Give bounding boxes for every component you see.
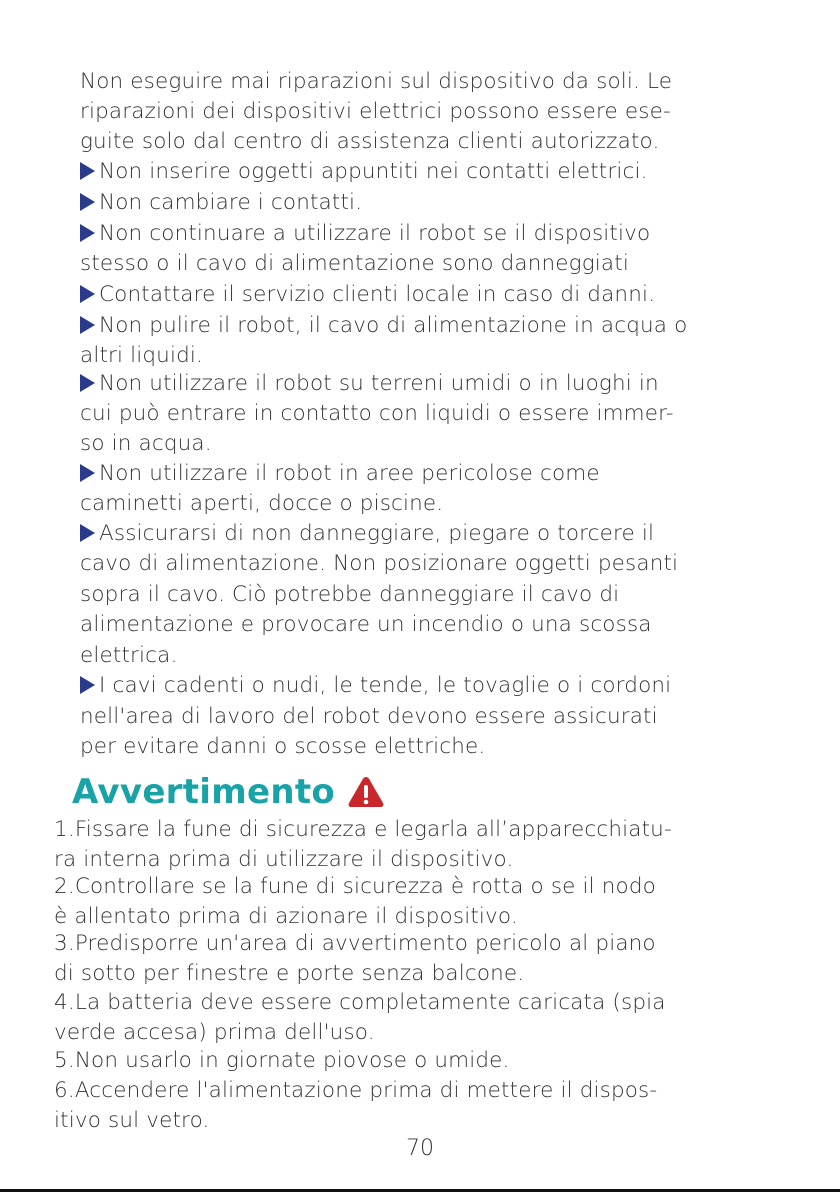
warning-continuation: è allentato prima di azionare il dispositivo. xyxy=(54,904,518,929)
bullet-triangle-icon xyxy=(80,316,95,334)
warning-item: 2.Controllare se la fune di sicurezza è rotta o se il nodo xyxy=(54,874,656,899)
bullet-continuation: cui può entrare in contatto con liquidi o essere immer- xyxy=(80,401,674,426)
bullet-item: Non continuare a utilizzare il robot se il dispositivo xyxy=(80,219,650,249)
bullet-triangle-icon xyxy=(80,224,95,242)
section-heading xyxy=(72,770,385,814)
bullet-continuation: caminetti aperti, docce o piscine. xyxy=(80,491,444,516)
bullet-continuation: sopra il cavo. Ciò potrebbe danneggiare il cavo di xyxy=(80,582,620,607)
intro-line: Non eseguire mai riparazioni sul dispositivo da soli. Le xyxy=(80,69,673,94)
bullet-triangle-icon xyxy=(80,285,95,303)
bullet-continuation: so in acqua. xyxy=(80,431,212,456)
bullet-item: Non utilizzare il robot su terreni umidi o in luoghi in xyxy=(80,369,659,399)
intro-line: riparazioni dei dispositivi elettrici possono essere ese- xyxy=(80,99,671,124)
warning-item: 3.Predisporre un'area di avvertimento pericolo al piano xyxy=(54,931,656,956)
bullet-triangle-icon xyxy=(80,193,95,211)
bullet-triangle-icon xyxy=(80,464,95,482)
bullet-item: Non pulire il robot, il cavo di alimentazione in acqua o xyxy=(80,311,687,341)
bullet-continuation: elettrica. xyxy=(80,643,178,668)
bullet-continuation: cavo di alimentazione. Non posizionare oggetti pesanti xyxy=(80,551,679,576)
page-number: 70 xyxy=(406,1136,434,1161)
bullet-triangle-icon xyxy=(80,524,95,542)
bullet-triangle-icon xyxy=(80,676,95,694)
bullet-triangle-icon xyxy=(80,162,95,180)
warning-continuation: ra interna prima di utilizzare il dispositivo. xyxy=(54,847,514,872)
bullet-continuation: alimentazione e provocare un incendio o una scossa xyxy=(80,612,652,637)
bullet-item: I cavi cadenti o nudi, le tende, le tovaglie o i cordoni xyxy=(80,671,671,701)
warning-continuation: itivo sul vetro. xyxy=(54,1108,210,1133)
heading-text: Avvertimento xyxy=(72,772,336,812)
bullet-triangle-icon xyxy=(80,374,95,392)
bullet-item: Non inserire oggetti appuntiti nei contatti elettrici. xyxy=(80,157,648,187)
intro-line: guite solo dal centro di assistenza clienti autorizzato. xyxy=(80,129,660,154)
warning-item: 6.Accendere l'alimentazione prima di mettere il dispos- xyxy=(54,1078,658,1103)
bullet-item: Assicurarsi di non danneggiare, piegare o torcere il xyxy=(80,519,654,549)
warning-item: 4.La batteria deve essere completamente caricata (spia xyxy=(54,990,666,1015)
bullet-continuation: nell'area di lavoro del robot devono essere assicurati xyxy=(80,704,658,729)
bullet-continuation: altri liquidi. xyxy=(80,343,203,368)
warning-triangle-icon xyxy=(347,775,385,809)
bullet-item: Non utilizzare il robot in aree pericolose come xyxy=(80,459,600,489)
bullet-continuation: stesso o il cavo di alimentazione sono danneggiati xyxy=(80,251,629,276)
warning-continuation: verde accesa) prima dell'uso. xyxy=(54,1020,375,1045)
bullet-continuation: per evitare danni o scosse elettriche. xyxy=(80,734,486,759)
warning-continuation: di sotto per finestre e porte senza balcone. xyxy=(54,961,525,986)
bullet-item: Contattare il servizio clienti locale in caso di danni. xyxy=(80,280,655,310)
bullet-item: Non cambiare i contatti. xyxy=(80,188,362,218)
warning-item: 5.Non usarlo in giornate piovose o umide. xyxy=(54,1048,510,1073)
warning-item: 1.Fissare la fune di sicurezza e legarla all’apparecchiatu- xyxy=(54,817,672,842)
